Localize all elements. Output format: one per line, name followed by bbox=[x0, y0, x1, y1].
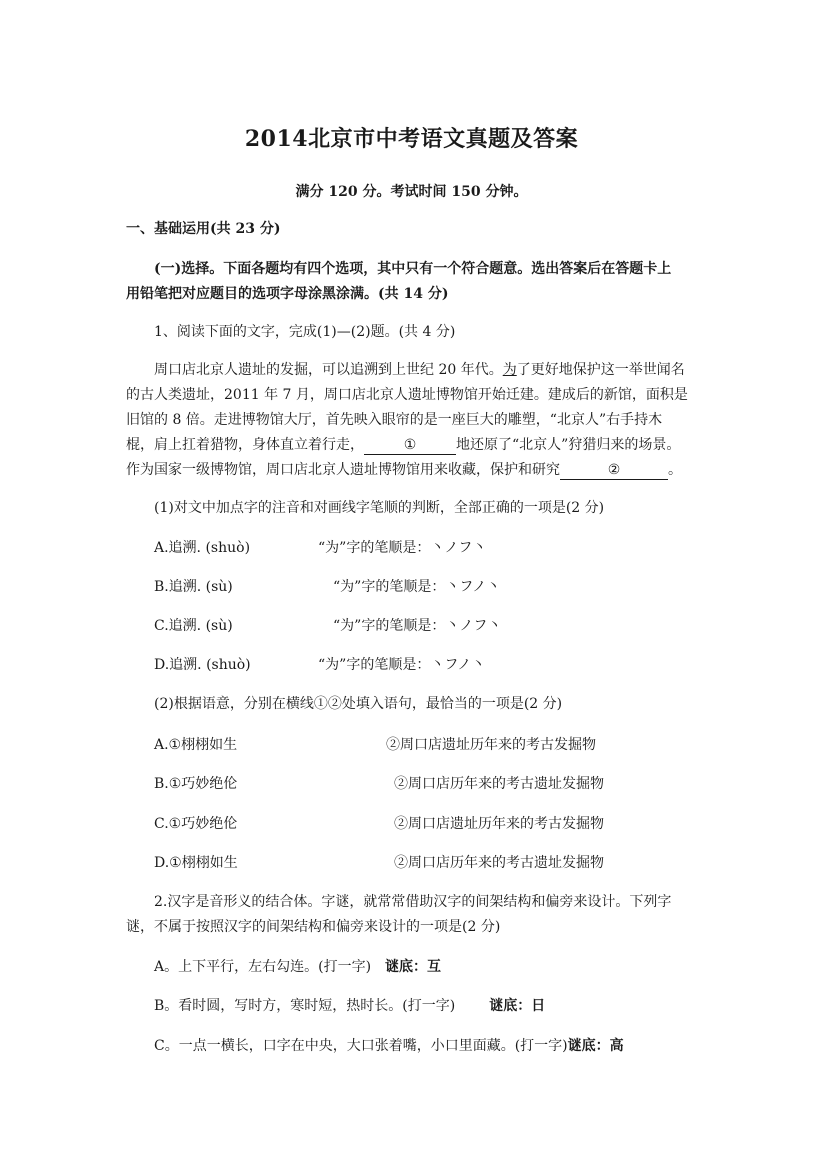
riddle-answer: 谜底：互 bbox=[385, 959, 442, 975]
option-a bbox=[154, 957, 441, 977]
section-heading: 一、基础运用(共 23 分) bbox=[126, 221, 281, 237]
question-2-stem-line1: 2.汉字是音形义的结合体。字谜，就常常借助汉字的间架结构和偏旁来设计。下列字 bbox=[154, 894, 672, 910]
option-c: C.①巧妙绝伦 bbox=[154, 816, 238, 832]
option-b-stroke: “为”字的笔顺是：丶フノ丶 bbox=[333, 579, 501, 595]
fill-blank-1: ① bbox=[364, 436, 456, 455]
passage-text: 了更好地保护这一举世闻名 bbox=[516, 362, 685, 378]
option-a: A.追溯. (shuò) bbox=[154, 540, 251, 556]
riddle-answer: 谜底：高 bbox=[567, 1038, 624, 1054]
passage-text: 作为国家一级博物馆，周口店北京人遗址博物馆用来收藏，保护和研究 bbox=[126, 462, 560, 478]
passage-text: 。 bbox=[668, 462, 682, 478]
option-a: A.①栩栩如生 bbox=[154, 737, 238, 753]
question-2-stem-line2: 谜，不属于按照汉字的间架结构和偏旁来设计的一项是(2 分) bbox=[126, 919, 501, 935]
option-c: C.追溯. (sù) bbox=[154, 618, 233, 634]
fill-blank-2: ② bbox=[560, 461, 668, 480]
option-b: B.追溯. (sù) bbox=[154, 579, 233, 595]
option-b-phrase: ②周口店历年来的考古遗址发掘物 bbox=[394, 776, 604, 792]
option-d: D.追溯. (shuò) bbox=[154, 657, 251, 673]
passage-line bbox=[126, 435, 680, 455]
option-c-phrase: ②周口店遗址历年来的考古发掘物 bbox=[394, 816, 604, 832]
option-c bbox=[154, 1036, 624, 1056]
option-c-stroke: “为”字的笔顺是：丶ノフ丶 bbox=[333, 618, 502, 634]
passage-text: 棍，肩上扛着猎物，身体直立着行走， bbox=[126, 437, 364, 453]
option-d-stroke: “为”字的笔顺是：丶フノ丶 bbox=[318, 657, 486, 673]
page-title: 2014北京市中考语文真题及答案 bbox=[244, 126, 579, 152]
passage-text: 地还原了“北京人”狩猎归来的场景。 bbox=[456, 437, 681, 453]
passage-line: 的古人类遗址，2011 年 7 月，周口店北京人遗址博物馆开始迁建。建成后的新馆，面积是 bbox=[126, 387, 688, 403]
passage-text: 周口店北京人遗址的发掘，可以追溯到上世纪 20 年代。 bbox=[154, 362, 503, 378]
option-a-stroke: “为”字的笔顺是：丶ノフ丶 bbox=[318, 540, 487, 556]
option-b bbox=[154, 996, 545, 1016]
option-a-phrase: ②周口店遗址历年来的考古发掘物 bbox=[386, 737, 596, 753]
riddle-answer: 谜底：日 bbox=[489, 998, 546, 1014]
part-instruction-line1: (一)选择。下面各题均有四个选项，其中只有一个符合题意。选出答案后在答题卡上 bbox=[154, 261, 672, 277]
question-1-1-stem: (1)对文中加点字的注音和对画线字笔顺的判断，全部正确的一项是(2 分) bbox=[154, 500, 605, 516]
question-1-2-stem: (2)根据语意，分别在横线①②处填入语句，最恰当的一项是(2 分) bbox=[154, 696, 563, 712]
riddle-text: A。上下平行，左右勾连。(打一字) bbox=[154, 959, 372, 975]
question-1-intro: 1、阅读下面的文字，完成(1)—(2)题。(共 4 分) bbox=[154, 324, 456, 340]
option-d-phrase: ②周口店历年来的考古遗址发掘物 bbox=[394, 855, 604, 871]
passage-line bbox=[154, 360, 685, 380]
exam-info: 满分 120 分。考试时间 150 分钟。 bbox=[295, 184, 528, 200]
passage-line bbox=[126, 460, 682, 480]
riddle-text: C。一点一横长，口字在中央，大口张着嘴，小口里面藏。(打一字) bbox=[154, 1038, 568, 1054]
underlined-char: 为 bbox=[502, 362, 517, 378]
riddle-text: B。看时圆，写时方，寒时短，热时长。(打一字) bbox=[154, 998, 456, 1014]
passage-line: 旧馆的 8 倍。走进博物馆大厅，首先映入眼帘的是一座巨大的雕塑，“北京人”右手持木 bbox=[126, 412, 663, 428]
option-b: B.①巧妙绝伦 bbox=[154, 776, 238, 792]
part-instruction-line2: 用铅笔把对应题目的选项字母涂黑涂满。(共 14 分) bbox=[126, 286, 449, 302]
option-d: D.①栩栩如生 bbox=[154, 855, 238, 871]
